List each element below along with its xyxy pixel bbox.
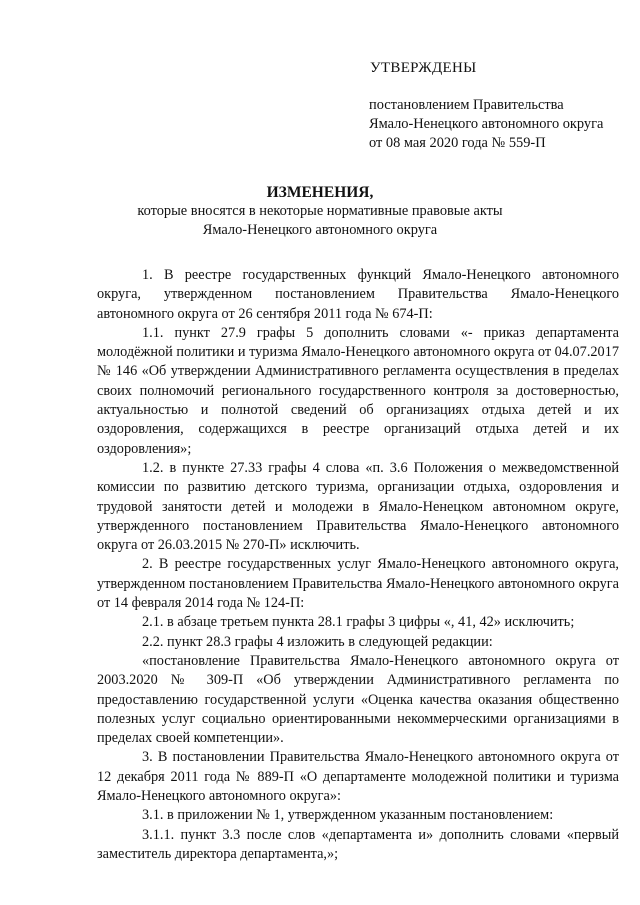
paragraph-2-1: 2.1. в абзаце третьем пункта 28.1 графы 3 цифры «, 41, 42» исключить; [142,614,575,631]
paragraph-2: 2. В реестре государственных услуг Ямало-Ненецкого автономного округа, утвержденном постановлением Правительства Ямало-Ненецкого автономного округа от 14 февраля 2014 года № 124-П: [97,556,619,612]
document-subtitle-line: Ямало-Ненецкого автономного округа [202,222,438,238]
paragraph-2-2: 2.2. пункт 28.3 графы 4 изложить в следующей редакции: [142,633,493,650]
document-title: ИЗМЕНЕНИЯ, [266,184,374,201]
paragraph-1: 1. В реестре государственных функций Ямало-Ненецкого автономного округа, утвержденном постановлением Правительства Ямало-Ненецкого автономного округа от 26 сентября 2011 года № 674-П: [97,267,619,322]
paragraph-3-1: 3.1. в приложении № 1, утвержденном указанным постановлением: [142,807,554,824]
paragraph-1-1: 1.1. пункт 27.9 графы 5 дополнить словами «- приказ департамента молодёжной политики и туризма Ямало-Ненецкого автономного округа от 04.07.2017 № 146 «Об утверждении Административного регламента осуществления в пределах своих полномочий регионального государственного контроля за достоверностью, актуальностью и полнотой сведений об организациях отдыха детей и их оздоровления, содержащихся в реестре организаций отдыха детей и их оздоровления»; [97,324,619,457]
paragraph-1-2: 1.2. в пункте 27.33 графы 4 слова «п. 3.6 Положения о межведомственной комиссии по развитию детского туризма, организации отдыха, оздоровления и трудовой занятости детей и молодежи в Ямало-Ненецком автономном округе, утвержденного постановлением Правительства Ямало-Ненецкого автономного округа от 26.03.2015 № 270-П» исключить. [97,459,619,554]
approval-heading: УТВЕРЖДЕНЫ [370,60,477,76]
paragraph-2-2-quote: «постановление Правительства Ямало-Ненецкого автономного округа от 2003.2020 № 309-П «Об утверждении Административного регламента по предоставлению государственной услуги «Оценка качества оказания общественно полезных услуг социально ориентированными некоммерческими организациями в пределах своей компетенции». [97,652,619,747]
document-body [97,266,619,864]
paragraph-3: 3. В постановлении Правительства Ямало-Ненецкого автономного округа от 12 декабря 2011 года № 889-П «О департаменте молодежной политики и туризма Ямало-Ненецкого автономного округа»: [97,749,619,805]
paragraph-3-1-1: 3.1.1. пункт 3.3 после слов «департамента и» дополнить словами «первый заместитель директора департамента,»; [97,826,619,862]
approval-line: Ямало-Ненецкого автономного округа [369,116,604,132]
approval-line: постановлением Правительства [369,97,564,113]
approval-line: от 08 мая 2020 года № 559-П [369,135,546,151]
document-subtitle-line: которые вносятся в некоторые нормативные правовые акты [137,203,503,219]
